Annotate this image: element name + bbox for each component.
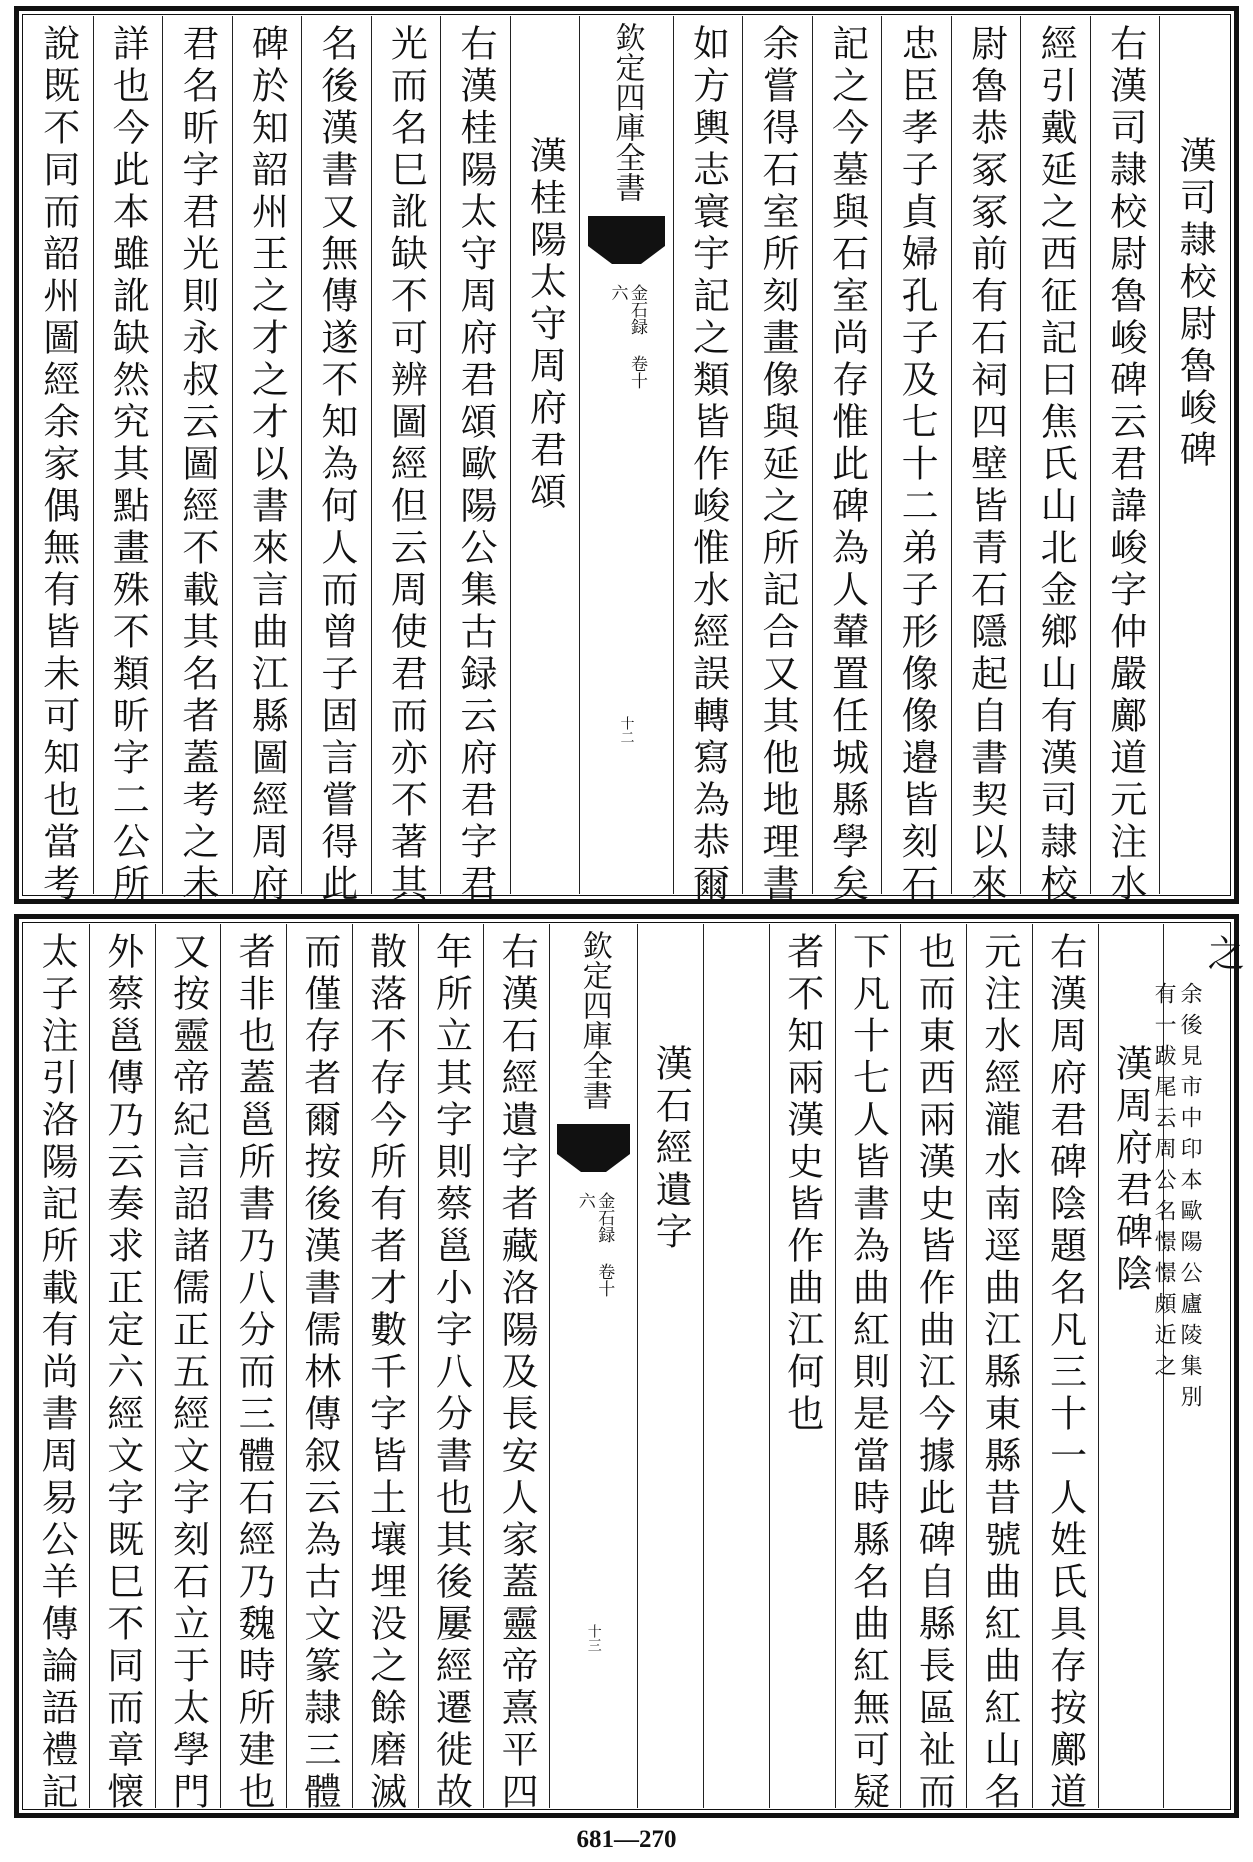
text-line: 詳也今此本雖訛缺然究其點畫殊不類昕字二公所 [106, 24, 150, 906]
text-column [1090, 16, 1160, 906]
bottom-page-columns [24, 924, 1245, 1814]
text-line: 年所立其字則蔡邕小字八分書也其後屢經遷徙故 [429, 932, 473, 1814]
text-line: 又按靈帝紀言詔諸儒正五經文字刻石立于太學門 [166, 932, 210, 1814]
text-line: 右漢石經遺字者藏洛陽及長安人家蓋靈帝熹平四 [495, 932, 539, 1814]
text-column [89, 924, 155, 1814]
folio-number: 十三 [585, 1624, 602, 1652]
text-column [93, 16, 163, 906]
text-column [835, 924, 901, 1814]
margin-subtitle: 金石録 卷十六 [574, 1192, 615, 1297]
text-column [769, 924, 835, 1808]
text-column [673, 16, 743, 906]
text-column [742, 16, 812, 906]
text-column [418, 924, 484, 1814]
text-line: 名後漢書又無傳遂不知為何人而曾子固言嘗得此 [314, 24, 358, 906]
text-column [162, 16, 232, 906]
text-line: 記之今墓與石室尚存惟此碑為人輦置任城縣學矣 [825, 24, 869, 906]
text-line: 也而東西兩漢史皆作曲江今據此碑自縣長區祉而 [912, 932, 956, 1814]
text-line: 如方輿志寰宇記之類皆作峻惟水經誤轉寫為恭爾 [686, 24, 730, 906]
text-line: 而僅存者爾按後漢書儒林傳叙云為古文篆隷三體 [297, 932, 341, 1814]
text-line: 右漢周府君碑陰題名凡三十一人姓氏具存按鄺道 [1043, 932, 1087, 1814]
title-column [510, 16, 580, 894]
text-column [24, 924, 89, 1814]
text-column [881, 16, 951, 906]
top-page [14, 6, 1239, 904]
title-column [637, 924, 703, 1808]
text-line: 外蔡邕傳乃云奏求正定六經文字既巳不同而章懐 [100, 932, 144, 1814]
text-line: 余嘗得石室所刻畫像與延之所記合又其他地理書 [756, 24, 800, 906]
text-line: 元注水經瀧水南逕曲江縣東縣昔號曲紅曲紅山名 [977, 932, 1021, 1814]
annotation-line: 有一跋尾云周公名憬憬頗近之 [1151, 982, 1177, 1385]
text-line: 太子注引洛陽記所載有尚書周易公羊傳論語禮記 [34, 932, 78, 1814]
text-line: 散落不存今所有者才數千字皆土壤埋没之餘磨滅 [363, 932, 407, 1814]
text-column [483, 924, 549, 1814]
text-column [703, 924, 769, 1808]
text-line: 光而名巳訛缺不可辨圖經但云周使君而亦不著其 [384, 24, 428, 906]
margin-subtitle: 金石録 卷十六 [607, 284, 648, 389]
text-column [951, 16, 1021, 906]
text-line: 說既不同而韶州圖經余家偶無有皆未可知也當考 [36, 24, 80, 906]
text-line: 右漢司隷校尉魯峻碑云君諱峻字仲嚴鄺道元注水 [1103, 24, 1147, 906]
top-page-columns [24, 16, 1229, 906]
text-line: 君名昕字君光則永叔云圖經不載其名者蓋考之未 [175, 24, 219, 906]
margin-column [579, 16, 673, 894]
text-column [812, 16, 882, 906]
text-column [352, 924, 418, 1814]
section-title: 漢司隷校尉魯峻碑 [1173, 136, 1217, 472]
text-column [220, 924, 286, 1814]
folio-number: 十二 [618, 716, 635, 744]
section-title: 漢周府君碑陰 [1109, 1044, 1153, 1296]
bottom-page [14, 914, 1245, 1818]
section-title: 漢桂陽太守周府君頌 [523, 136, 567, 514]
text-line: 忠臣孝子貞婦孔子及七十二弟子形像像邉皆刻石 [895, 24, 939, 906]
text-line: 者不知兩漢史皆作曲江何也 [780, 932, 824, 1436]
annotation-column [1151, 924, 1245, 1808]
text-column [966, 924, 1032, 1814]
margin-column [549, 924, 637, 1808]
text-column [232, 16, 302, 906]
fish-tail-mark [588, 216, 666, 246]
fish-tail-mark [557, 1124, 630, 1154]
text-column [440, 16, 510, 906]
text-column [286, 924, 352, 1814]
text-column [155, 924, 221, 1814]
text-column [301, 16, 371, 906]
margin-title: 欽定四庫全書 [609, 22, 645, 202]
text-column [1020, 16, 1090, 906]
text-line: 碑於知韶州王之才之才以書來言曲江縣圖經周府 [245, 24, 289, 906]
title-column [1098, 924, 1164, 1808]
text-column [1032, 924, 1098, 1814]
text-line: 者非也蓋邕所書乃八分而三體石經乃魏時所建也 [232, 932, 276, 1814]
text-line: 下凡十七人皆書為曲紅則是當時縣名曲紅無可疑 [846, 932, 890, 1814]
text-line: 右漢桂陽太守周府君頌歐陽公集古録云府君字君 [453, 24, 497, 906]
annotation-head: 之 [1201, 934, 1245, 971]
page-number: 681—270 [576, 1826, 677, 1853]
text-line: 經引戴延之西征記曰焦氏山北金鄉山有漢司隷校 [1034, 24, 1078, 906]
text-column [371, 16, 441, 906]
annotation-line: 余後見市中印本歐陽公廬陵集別 [1177, 982, 1203, 1416]
text-line: 尉魯恭冢冢前有石祠四壁皆青石隱起自書契以來 [964, 24, 1008, 906]
section-title: 漢石經遺字 [649, 1044, 693, 1254]
margin-title: 欽定四庫全書 [576, 930, 612, 1110]
text-column [24, 16, 93, 906]
title-column [1159, 16, 1229, 894]
text-column [900, 924, 966, 1814]
